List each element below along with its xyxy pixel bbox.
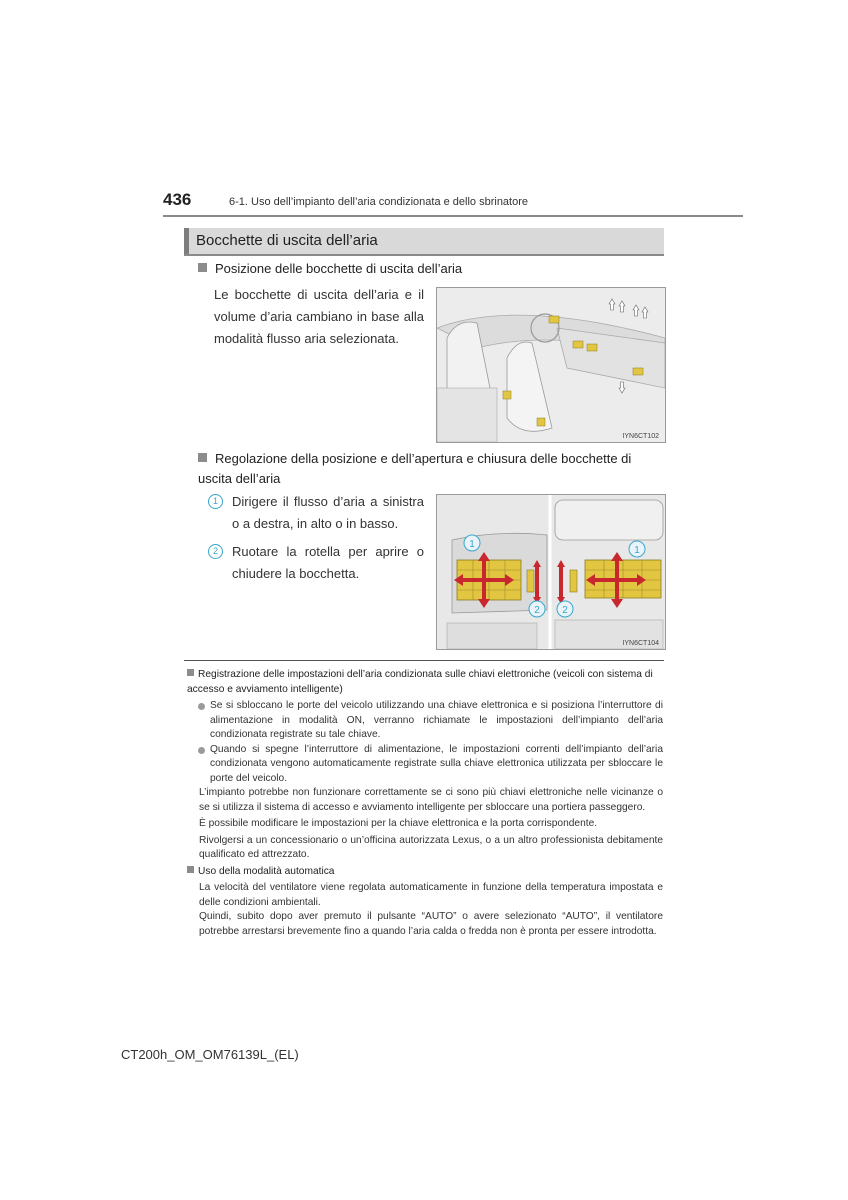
step-item	[208, 541, 424, 585]
note-heading-text: Uso della modalità automatica	[198, 865, 335, 877]
cabin-illustration	[437, 288, 665, 442]
notes-section	[187, 668, 663, 941]
subheading-text: Regolazione della posizione e dell’apertura e chiusura delle bocchette di uscita dell’aria	[198, 451, 632, 486]
vent-adjustment-illustration	[437, 495, 665, 649]
page-number: 436	[163, 190, 192, 209]
subheading-vent-position	[198, 261, 462, 276]
section-title-bar	[184, 228, 664, 256]
footer-doc-code: CT200h_OM_OM76139L_(EL)	[121, 1047, 299, 1062]
svg-text:2: 2	[534, 605, 540, 616]
note-heading-key-registration	[187, 668, 663, 697]
figure-cabin-vents	[436, 287, 666, 443]
note-bullet-text: Quando si spegne l’interruttore di alimentazione, le impostazioni correnti dell’impianto dell’aria condizionata vengono automaticamente registrate sulla chiave elettronica utilizzata per sbloccare le porte del veicolo.	[210, 743, 663, 784]
note-paragraph: Quindi, subito dopo aver premuto il pulsante “AUTO” o avere selezionato “AUTO”, il ventilatore potrebbe arrestarsi brevemente fino a quando l’aria calda o fredda non è pronta per essere introdotta.	[199, 911, 663, 937]
step-text: Dirigere il flusso d’aria a sinistra o a destra, in alto o in basso.	[232, 494, 424, 531]
figure-vent-adjustment	[436, 494, 666, 650]
note-paragraph: L’impianto potrebbe non funzionare correttamente se ci sono più chiavi elettroniche nelle vicinanze o se si utilizza il sistema di accesso e avviamento intelligente per sbloccare una portiera passeggero.	[199, 787, 663, 813]
note-bullet	[198, 743, 663, 787]
square-bullet-icon	[198, 263, 207, 272]
note-paragraph: La velocità del ventilatore viene regolata automaticamente in funzione della temperatura impostata e delle condizioni ambientali.	[199, 882, 663, 908]
svg-text:IYN6CT104: IYN6CT104	[622, 640, 659, 647]
note-bullet-text: Se si sbloccano le porte del veicolo utilizzando una chiave elettronica e si posiziona l’interruttore di alimentazione in modalità ON, verranno richiamate le impostazioni dell’impianto dell’aria condizionata registrate su tale chiave.	[210, 700, 663, 740]
subheading-vent-adjustment	[198, 449, 664, 489]
vent-position-text: Le bocchette di uscita dell’aria e il volume d’aria cambiano in base alla modalità flusso aria selezionata.	[214, 287, 424, 346]
section-title: Bocchette di uscita dell’aria	[196, 232, 378, 249]
square-bullet-icon	[187, 866, 194, 873]
step-list	[208, 491, 424, 591]
step-number-icon: 2	[208, 544, 223, 559]
subheading-text: Posizione delle bocchette di uscita dell’aria	[215, 261, 463, 276]
note-heading-text: Registrazione delle impostazioni dell’aria condizionata sulle chiavi elettroniche (veicoli con sistema di accesso e avviamento intelligente)	[187, 669, 653, 695]
svg-text:1: 1	[634, 545, 640, 556]
svg-text:2: 2	[562, 605, 568, 616]
svg-text:1: 1	[469, 539, 475, 550]
svg-text:IYN6CT102: IYN6CT102	[622, 433, 659, 440]
step-item	[208, 491, 424, 535]
note-bullet	[198, 699, 663, 743]
notes-rule	[184, 660, 664, 661]
square-bullet-icon	[187, 669, 194, 676]
note-paragraph: Rivolgersi a un concessionario o un’officina autorizzata Lexus, o a un altro professionista debitamente qualificato ed attrezzato.	[199, 834, 663, 860]
dot-bullet-icon	[198, 703, 205, 710]
header-rule	[163, 215, 743, 217]
square-bullet-icon	[198, 453, 207, 462]
section-bar-accent	[184, 228, 189, 254]
note-paragraph: È possibile modificare le impostazioni per la chiave elettronica e la porta corrispondente.	[199, 818, 598, 829]
running-head: 6-1. Uso dell’impianto dell’aria condizionata e dello sbrinatore	[229, 196, 529, 208]
dot-bullet-icon	[198, 747, 205, 754]
step-text: Ruotare la rotella per aprire o chiudere la bocchetta.	[232, 544, 424, 581]
step-number-icon: 1	[208, 494, 223, 509]
note-heading-auto-mode	[187, 865, 663, 880]
